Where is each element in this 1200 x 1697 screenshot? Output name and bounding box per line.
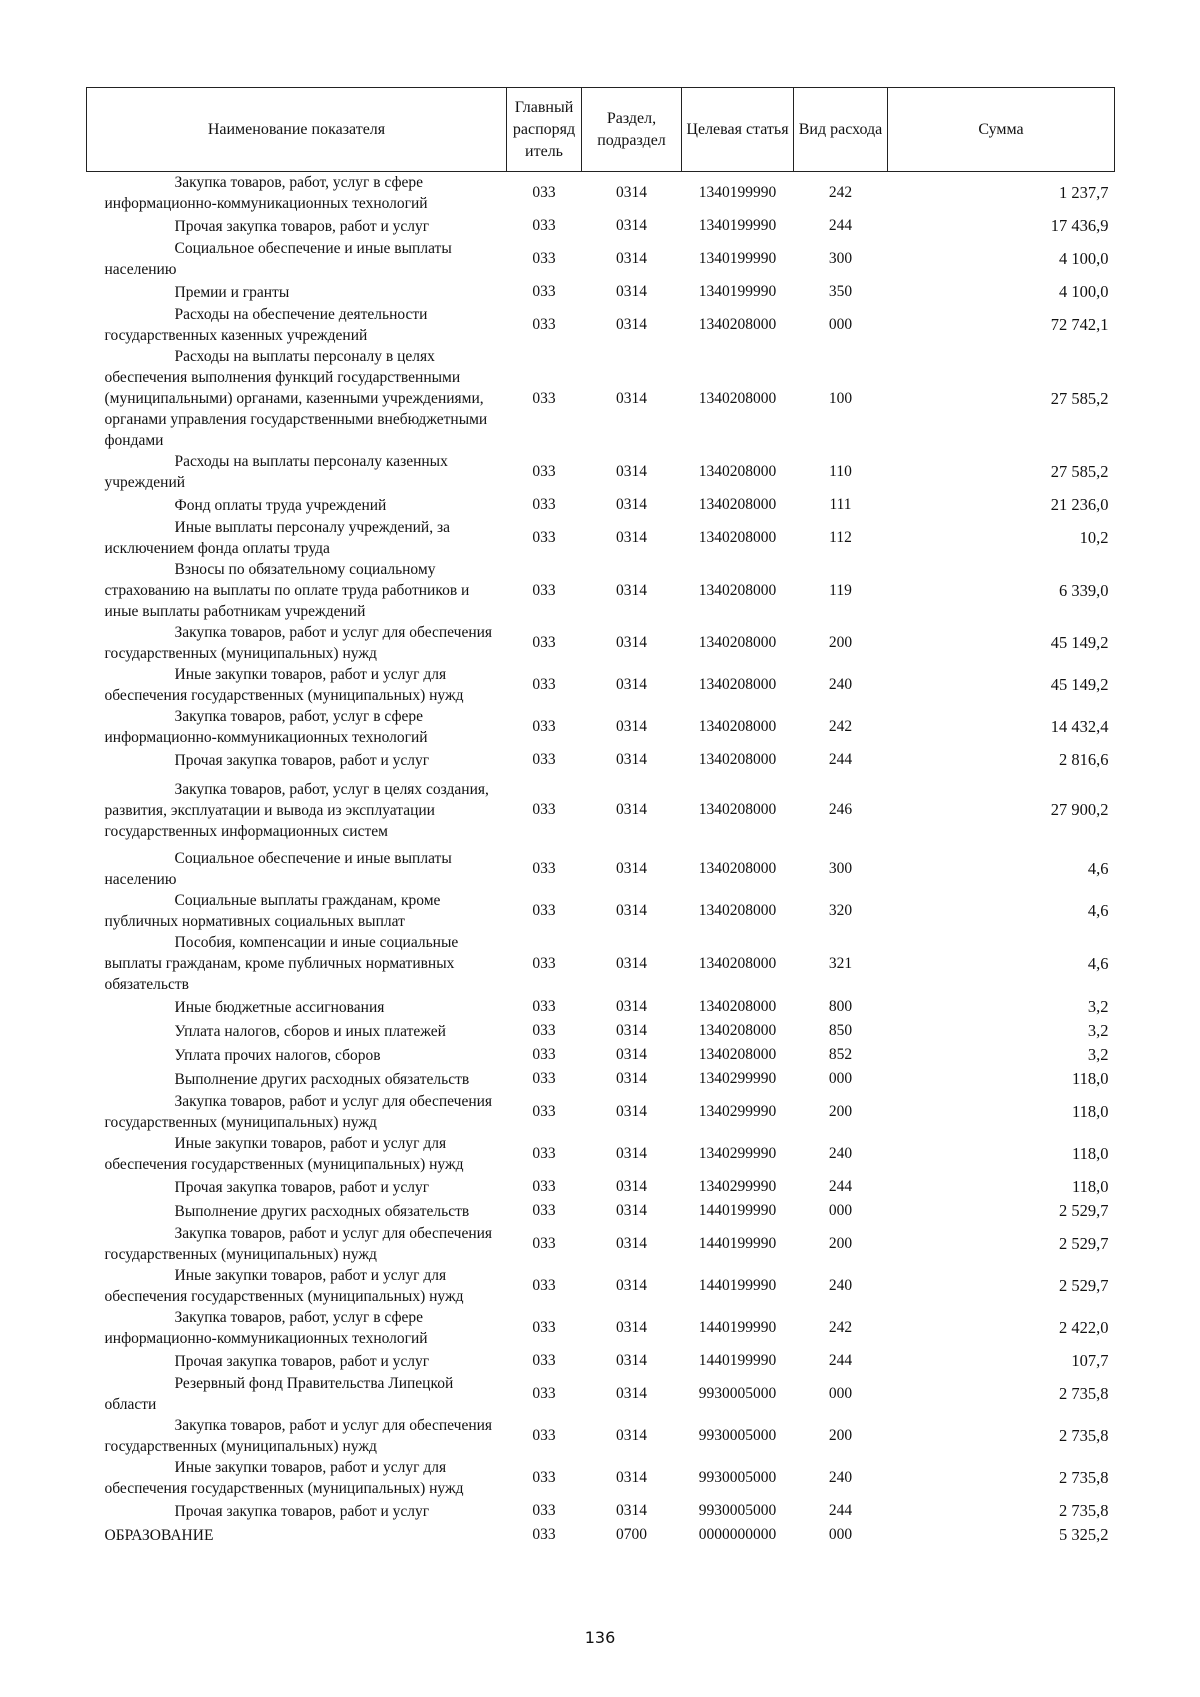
row-cs: 1340208000: [698, 718, 777, 735]
row-rz: 0314: [616, 1070, 647, 1087]
row-vr: 200: [828, 1427, 853, 1444]
row-vr: 242: [828, 718, 853, 735]
row-cs: 1440199990: [698, 1319, 777, 1336]
row-cs: 1340208000: [698, 751, 777, 768]
row-gr: 033: [532, 463, 556, 480]
row-name: Иные закупки товаров, работ и услуг для обеспечения государственных (муниципальных) нужд: [104, 1135, 464, 1173]
table-row: [87, 932, 1115, 995]
row-sum: 2 735,8: [1059, 1426, 1109, 1445]
row-cs: 1340199990: [698, 217, 777, 234]
row-name: Иные закупки товаров, работ и услуг для обеспечения государственных (муниципальных) нужд: [104, 1267, 464, 1305]
row-name: Закупка товаров, работ и услуг для обеспечения государственных (муниципальных) нужд: [104, 1225, 493, 1263]
row-vr: 852: [828, 1046, 853, 1063]
row-sum: 2 816,6: [1059, 750, 1109, 769]
row-cs: 1340208000: [698, 581, 777, 599]
row-name: Закупка товаров, работ, услуг в целях создания, развития, эксплуатации и вывода из эксплуатации государственных информационных систем: [104, 780, 489, 840]
row-sum: 10,2: [1079, 528, 1109, 547]
row-cs: 1440199990: [698, 1202, 777, 1219]
row-gr: 033: [532, 751, 556, 768]
header-sum: Сумма: [888, 88, 1115, 172]
row-vr: 000: [828, 1202, 853, 1219]
row-name: Выполнение других расходных обязательств: [174, 1202, 470, 1220]
table-row: [87, 1457, 1115, 1499]
row-sum: 5 325,2: [1059, 1525, 1109, 1544]
row-cs: 1340208000: [698, 496, 777, 513]
row-sum: 2 529,7: [1059, 1234, 1109, 1253]
row-rz: 0314: [616, 1319, 647, 1336]
row-rz: 0314: [616, 529, 647, 546]
row-name: Закупка товаров, работ, услуг в сфере информационно-коммуникационных технологий: [104, 174, 428, 212]
row-vr: 119: [829, 581, 852, 599]
row-rz: 0314: [616, 634, 647, 651]
row-name: Уплата прочих налогов, сборов: [174, 1046, 381, 1064]
table-row: [87, 890, 1115, 932]
row-cs: 1340208000: [698, 676, 777, 693]
row-vr: 112: [829, 529, 852, 546]
row-cs: 1340199990: [698, 250, 777, 267]
row-vr: 350: [828, 283, 853, 300]
table-row: [87, 1223, 1115, 1265]
row-rz: 0314: [616, 389, 647, 407]
row-cs: 9930005000: [698, 1385, 777, 1402]
row-gr: 033: [532, 1319, 556, 1336]
row-name: Иные закупки товаров, работ и услуг для обеспечения государственных (муниципальных) нужд: [104, 666, 464, 704]
row-cs: 1340299990: [698, 1145, 777, 1162]
row-gr: 033: [532, 1526, 556, 1543]
table-row: [87, 1349, 1115, 1373]
header-rz: Раздел, подраздел: [582, 88, 682, 172]
table-row: [87, 559, 1115, 622]
row-sum: 4 100,0: [1059, 282, 1109, 301]
row-vr: 321: [828, 954, 853, 972]
row-cs: 1340208000: [698, 998, 777, 1015]
row-name: Расходы на обеспечение деятельности государственных казенных учреждений: [104, 306, 428, 344]
row-gr: 033: [532, 1103, 556, 1120]
row-sum: 4,6: [1087, 901, 1109, 920]
row-rz: 0700: [616, 1526, 647, 1543]
row-gr: 033: [532, 250, 556, 267]
row-rz: 0314: [616, 1178, 647, 1195]
row-rz: 0314: [616, 1235, 647, 1252]
row-rz: 0314: [616, 860, 647, 877]
row-name: Пособия, компенсации и иные социальные выплаты гражданам, кроме публичных нормативных обязательств: [104, 934, 459, 993]
row-sum: 72 742,1: [1050, 315, 1109, 334]
row-name: Иные закупки товаров, работ и услуг для обеспечения государственных (муниципальных) нужд: [104, 1459, 464, 1497]
row-sum: 107,7: [1071, 1351, 1109, 1370]
row-cs: 1340208000: [698, 1022, 777, 1039]
row-gr: 033: [532, 217, 556, 234]
row-rz: 0314: [616, 250, 647, 267]
table-row: [87, 664, 1115, 706]
table-row: [87, 451, 1115, 493]
row-name: ОБРАЗОВАНИЕ: [104, 1526, 214, 1544]
row-name: Социальное обеспечение и иные выплаты населению: [104, 850, 452, 888]
row-name: Закупка товаров, работ и услуг для обеспечения государственных (муниципальных) нужд: [104, 624, 493, 662]
row-vr: 242: [828, 184, 853, 201]
table-row: [87, 622, 1115, 664]
row-vr: 244: [828, 1352, 853, 1369]
row-gr: 033: [532, 954, 556, 972]
row-rz: 0314: [616, 1385, 647, 1402]
row-gr: 033: [532, 718, 556, 735]
row-sum: 1 237,7: [1059, 183, 1109, 202]
row-rz: 0314: [616, 718, 647, 735]
table-row: [87, 1175, 1115, 1199]
row-name: Резервный фонд Правительства Липецкой области: [104, 1375, 454, 1413]
row-rz: 0314: [616, 1352, 647, 1369]
row-rz: 0314: [616, 954, 647, 972]
row-sum: 45 149,2: [1050, 633, 1109, 652]
row-sum: 2 529,7: [1059, 1201, 1109, 1220]
table-row: [87, 346, 1115, 451]
row-gr: 033: [532, 389, 556, 407]
row-name: Иные выплаты персоналу учреждений, за исключением фонда оплаты труда: [104, 519, 450, 557]
row-rz: 0314: [616, 1046, 647, 1063]
row-name: Закупка товаров, работ и услуг для обеспечения государственных (муниципальных) нужд: [104, 1093, 493, 1131]
row-gr: 033: [532, 998, 556, 1015]
table-body: [87, 172, 1115, 1548]
row-sum: 2 529,7: [1059, 1276, 1109, 1295]
row-rz: 0314: [616, 496, 647, 513]
table-row: [87, 1415, 1115, 1457]
row-cs: 1340208000: [698, 316, 777, 333]
row-vr: 850: [828, 1022, 853, 1039]
row-sum: 4 100,0: [1059, 249, 1109, 268]
row-sum: 118,0: [1071, 1144, 1109, 1163]
row-name: Социальное обеспечение и иные выплаты населению: [104, 240, 452, 278]
row-cs: 9930005000: [698, 1502, 777, 1519]
row-gr: 033: [532, 1022, 556, 1039]
row-name: Премии и гранты: [174, 283, 290, 301]
row-sum: 3,2: [1087, 997, 1109, 1016]
row-sum: 14 432,4: [1050, 717, 1109, 736]
row-gr: 033: [532, 676, 556, 693]
row-sum: 118,0: [1071, 1069, 1109, 1088]
row-cs: 1340199990: [698, 184, 777, 201]
row-rz: 0314: [616, 1202, 647, 1219]
row-rz: 0314: [616, 902, 647, 919]
row-cs: 0000000000: [698, 1526, 777, 1543]
table-row: [87, 1091, 1115, 1133]
row-cs: 1340208000: [698, 954, 777, 972]
row-cs: 1340208000: [698, 860, 777, 877]
budget-table: [86, 87, 1115, 1547]
row-vr: 300: [828, 250, 853, 267]
table-row: [87, 848, 1115, 890]
row-name: Закупка товаров, работ, услуг в сфере информационно-коммуникационных технологий: [104, 1309, 428, 1347]
row-gr: 033: [532, 283, 556, 300]
row-cs: 1340208000: [698, 634, 777, 651]
table-row: [87, 238, 1115, 280]
row-gr: 033: [532, 184, 556, 201]
table-row: [87, 517, 1115, 559]
page-number: 136: [584, 1628, 616, 1647]
row-name: Выполнение других расходных обязательств: [174, 1070, 470, 1088]
row-gr: 033: [532, 1385, 556, 1402]
row-vr: 320: [828, 902, 853, 919]
row-cs: 9930005000: [698, 1469, 777, 1486]
row-gr: 033: [532, 496, 556, 513]
row-cs: 1340299990: [698, 1103, 777, 1120]
row-cs: 9930005000: [698, 1427, 777, 1444]
row-sum: 2 735,8: [1059, 1468, 1109, 1487]
row-vr: 244: [828, 1502, 853, 1519]
row-gr: 033: [532, 1427, 556, 1444]
row-vr: 240: [828, 1277, 853, 1294]
row-sum: 3,2: [1087, 1045, 1109, 1064]
row-gr: 033: [532, 1046, 556, 1063]
row-name: Прочая закупка товаров, работ и услуг: [174, 217, 430, 235]
row-vr: 100: [828, 389, 853, 407]
row-sum: 4,6: [1087, 859, 1109, 878]
row-gr: 033: [532, 902, 556, 919]
table-row: [87, 1133, 1115, 1175]
row-vr: 000: [828, 316, 853, 333]
row-cs: 1340199990: [698, 283, 777, 300]
row-gr: 033: [532, 1277, 556, 1294]
row-vr: 246: [828, 801, 853, 818]
table-row: [87, 1067, 1115, 1091]
table-row: [87, 772, 1115, 848]
document-page: [86, 87, 1114, 1547]
table-row: [87, 172, 1115, 215]
row-gr: 033: [532, 1145, 556, 1162]
row-vr: 240: [828, 676, 853, 693]
row-rz: 0314: [616, 751, 647, 768]
row-vr: 110: [829, 463, 852, 480]
row-gr: 033: [532, 1352, 556, 1369]
row-cs: 1440199990: [698, 1352, 777, 1369]
row-gr: 033: [532, 529, 556, 546]
row-gr: 033: [532, 1178, 556, 1195]
row-name: Прочая закупка товаров, работ и услуг: [174, 1502, 430, 1520]
row-rz: 0314: [616, 998, 647, 1015]
row-name: Иные бюджетные ассигнования: [174, 998, 385, 1016]
table-row: [87, 493, 1115, 517]
table-row: [87, 1373, 1115, 1415]
row-vr: 200: [828, 1103, 853, 1120]
row-rz: 0314: [616, 676, 647, 693]
table-row: [87, 1019, 1115, 1043]
row-vr: 000: [828, 1526, 853, 1543]
row-cs: 1340299990: [698, 1178, 777, 1195]
row-rz: 0314: [616, 1427, 647, 1444]
table-row: [87, 706, 1115, 748]
row-name: Прочая закупка товаров, работ и услуг: [174, 1178, 430, 1196]
row-vr: 240: [828, 1145, 853, 1162]
row-vr: 200: [828, 1235, 853, 1252]
table-row: [87, 1265, 1115, 1307]
row-name: Закупка товаров, работ и услуг для обеспечения государственных (муниципальных) нужд: [104, 1417, 493, 1455]
row-rz: 0314: [616, 217, 647, 234]
row-vr: 244: [828, 217, 853, 234]
row-cs: 1340208000: [698, 389, 777, 407]
row-cs: 1340208000: [698, 801, 777, 818]
row-rz: 0314: [616, 1277, 647, 1294]
row-sum: 27 585,2: [1050, 388, 1109, 408]
table-row: [87, 1307, 1115, 1349]
row-cs: 1340208000: [698, 529, 777, 546]
table-row: [87, 304, 1115, 346]
row-rz: 0314: [616, 1022, 647, 1039]
row-cs: 1440199990: [698, 1277, 777, 1294]
row-cs: 1340299990: [698, 1070, 777, 1087]
row-vr: 800: [828, 998, 853, 1015]
row-vr: 244: [828, 751, 853, 768]
table-row: [87, 748, 1115, 772]
row-sum: 2 735,8: [1059, 1501, 1109, 1520]
row-rz: 0314: [616, 1502, 647, 1519]
row-name: Взносы по обязательному социальному страхованию на выплаты по оплате труда работников и иные выплаты работникам учреждений: [104, 561, 470, 620]
row-sum: 27 900,2: [1050, 800, 1109, 819]
row-vr: 000: [828, 1070, 853, 1087]
header-gr: Главный распоряд итель: [507, 88, 582, 172]
row-rz: 0314: [616, 1469, 647, 1486]
table-row: [87, 1523, 1115, 1547]
row-vr: 242: [828, 1319, 853, 1336]
row-cs: 1340208000: [698, 1046, 777, 1063]
row-gr: 033: [532, 1235, 556, 1252]
row-name: Прочая закупка товаров, работ и услуг: [174, 1352, 430, 1370]
table-row: [87, 280, 1115, 304]
row-sum: 118,0: [1071, 1177, 1109, 1196]
row-gr: 033: [532, 1202, 556, 1219]
row-rz: 0314: [616, 283, 647, 300]
header-name: Наименование показателя: [87, 88, 507, 172]
row-name: Расходы на выплаты персоналу казенных учреждений: [104, 453, 448, 491]
row-sum: 4,6: [1087, 953, 1109, 973]
row-cs: 1340208000: [698, 463, 777, 480]
row-gr: 033: [532, 581, 556, 599]
row-rz: 0314: [616, 463, 647, 480]
row-name: Расходы на выплаты персоналу в целях обеспечения выполнения функций государственными (муниципальными) органами, казенными учреждениями, органами управления государственными внебюджетными фондами: [104, 348, 488, 449]
row-gr: 033: [532, 634, 556, 651]
row-vr: 300: [828, 860, 853, 877]
row-sum: 3,2: [1087, 1021, 1109, 1040]
row-vr: 244: [828, 1178, 853, 1195]
row-vr: 000: [828, 1385, 853, 1402]
header-cs: Целевая статья: [682, 88, 794, 172]
row-rz: 0314: [616, 184, 647, 201]
row-gr: 033: [532, 1502, 556, 1519]
row-sum: 27 585,2: [1050, 462, 1109, 481]
row-gr: 033: [532, 1070, 556, 1087]
row-sum: 21 236,0: [1050, 495, 1109, 514]
row-gr: 033: [532, 801, 556, 818]
row-sum: 17 436,9: [1050, 216, 1109, 235]
table-row: [87, 1199, 1115, 1223]
header-vr: Вид расхода: [794, 88, 888, 172]
row-cs: 1440199990: [698, 1235, 777, 1252]
row-gr: 033: [532, 316, 556, 333]
row-vr: 240: [828, 1469, 853, 1486]
row-rz: 0314: [616, 1103, 647, 1120]
table-row: [87, 1499, 1115, 1523]
row-name: Социальные выплаты гражданам, кроме публичных нормативных социальных выплат: [104, 892, 441, 930]
row-name: Закупка товаров, работ, услуг в сфере информационно-коммуникационных технологий: [104, 708, 428, 746]
table-header: [87, 88, 1115, 172]
row-name: Фонд оплаты труда учреждений: [174, 496, 387, 514]
row-sum: 45 149,2: [1050, 675, 1109, 694]
row-sum: 2 735,8: [1059, 1384, 1109, 1403]
row-rz: 0314: [616, 581, 647, 599]
row-name: Уплата налогов, сборов и иных платежей: [174, 1022, 446, 1040]
row-vr: 200: [828, 634, 853, 651]
row-rz: 0314: [616, 801, 647, 818]
row-sum: 6 339,0: [1059, 580, 1109, 600]
row-vr: 111: [829, 496, 852, 513]
row-gr: 033: [532, 860, 556, 877]
row-sum: 2 422,0: [1059, 1318, 1109, 1337]
row-cs: 1340208000: [698, 902, 777, 919]
row-rz: 0314: [616, 1145, 647, 1162]
table-row: [87, 214, 1115, 238]
table-row: [87, 995, 1115, 1019]
row-sum: 118,0: [1071, 1102, 1109, 1121]
row-rz: 0314: [616, 316, 647, 333]
row-gr: 033: [532, 1469, 556, 1486]
table-row: [87, 1043, 1115, 1067]
row-name: Прочая закупка товаров, работ и услуг: [174, 751, 430, 769]
